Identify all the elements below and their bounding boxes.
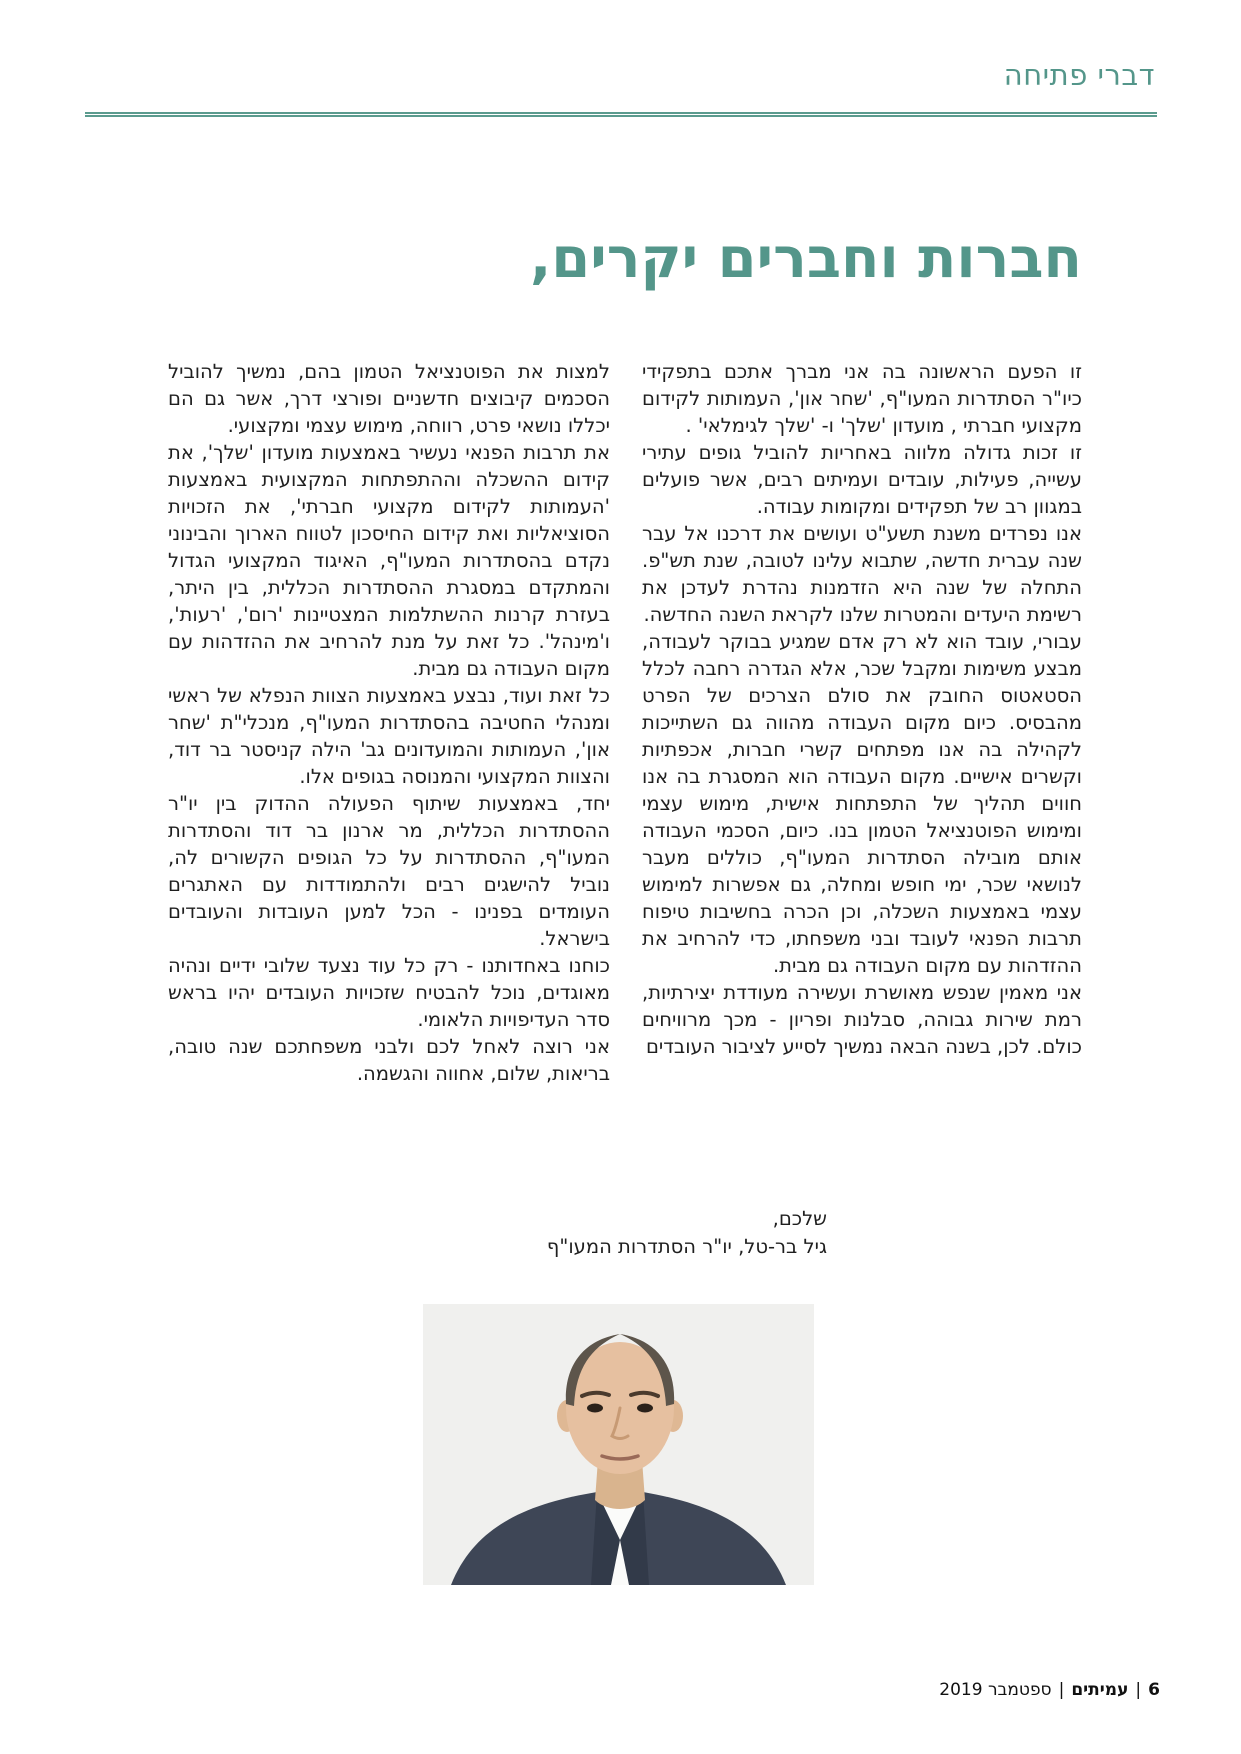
- page-section-title: דברי פתיחה: [1003, 58, 1155, 92]
- paragraph: אני מאמין שנפש מאושרת ועשירה מעודדת יצירתיות, רמת שירות גבוהה, סבלנות ופריון - מכך מרוויחים כולם. לכן, בשנה הבאה נמשיך לסייע לציבור העובדים: [642, 981, 1082, 1058]
- article-column-right: [642, 358, 1082, 1087]
- page-number: 6: [1148, 1680, 1160, 1700]
- footer-separator: |: [1058, 1680, 1065, 1700]
- paragraph: את תרבות הפנאי נעשיר באמצעות מועדון 'שלך', את קידום ההשכלה וההתפתחות המקצועית באמצעות 'העמותות לקידום מקצועי חברתי', את הזכויות הסוציאליות ואת קידום החיסכון לטווח הארוך והבינוני נקדם בהסתדרות המעו"ף, האיגוד המקצועי הגדול והמתקדם במסגרת ההסתדרות הכללית, בין היתר, בעזרת קרנות ההשתלמות המצטיינות 'רום', 'רעות', ו'מינהל'. כל זאת על מנת להרחיב את ההזדהות עם מקום העבודה גם מבית.: [168, 441, 610, 680]
- article-body: [168, 358, 1082, 1087]
- paragraph: עבורי, עובד הוא לא רק אדם שמגיע בבוקר לעבודה, מבצע משימות ומקבל שכר, אלא הגדרה רחבה לכלל הסטאטוס החובק את סולם הצרכים של הפרט מהבסיס. כיום מקום העבודה מהווה גם השתייכות לקהילה בה אנו מפתחים קשרי חברות, אכפתיות וקשרים אישיים. מקום העבודה הוא המסגרת בה אנו חווים תהליך של התפתחות אישית, מימוש עצמי ומימוש הפוטנציאל הטמון בנו. כיום, הסכמי העבודה אותם מובילה הסתדרות המעו"ף, כוללים מעבר לנושאי שכר, ימי חופש ומחלה, גם אפשרות למימוש עצמי באמצעות השכלה, וכן הכרה בחשיבות טיפוח תרבות הפנאי לעובד ובני משפחתו, כדי להרחיב את ההזדהות עם מקום העבודה גם מבית.: [642, 630, 1082, 977]
- paragraph: אני רוצה לאחל לכם ולבני משפחתכם שנה טובה, בריאות, שלום, אחווה והגשמה.: [168, 1035, 610, 1085]
- issue-date: ספטמבר 2019: [939, 1680, 1052, 1700]
- page-footer: [939, 1680, 1160, 1700]
- paragraph: למצות את הפוטנציאל הטמון בהם, נמשיך להוביל הסכמים קיבוצים חדשניים ופורצי דרך, אשר גם הם יכללו נושאי פרט, רווחה, מימוש עצמי ומקצועי.: [168, 360, 610, 437]
- paragraph: כוחנו באחדותנו - רק כל עוד נצעד שלובי ידיים ונהיה מאוגדים, נוכל להבטיח שזכויות העובדים יהיו בראש סדר העדיפויות הלאומי.: [168, 954, 610, 1031]
- portrait-photo: [423, 1304, 814, 1585]
- paragraph: כל זאת ועוד, נבצע באמצעות הצוות הנפלא של ראשי ומנהלי החטיבה בהסתדרות המעו"ף, מנכלי"ת 'שחר און', העמותות והמועדונים גב' הילה קניסטר בר דוד, והצוות המקצועי והמנוסה בגופים אלו.: [168, 684, 610, 788]
- signature-block: [547, 1205, 827, 1261]
- paragraph: זו הפעם הראשונה בה אני מברך אתכם בתפקידי כיו"ר הסתדרות המעו"ף, 'שחר און', העמותות לקידום מקצועי חברתי , מועדון 'שלך' ו- 'שלך לגימלאי' .: [642, 360, 1082, 437]
- paragraph: זו זכות גדולה מלווה באחריות להוביל גופים עתירי עשייה, פעילות, עובדים ועמיתים רבים, אשר פועלים במגוון רב של תפקידים ומקומות עבודה.: [642, 441, 1082, 518]
- magazine-title: עמיתים: [1071, 1680, 1129, 1700]
- article-title: חברות וחברים יקרים,: [529, 225, 1082, 291]
- footer-separator: |: [1135, 1680, 1142, 1700]
- paragraph: אנו נפרדים משנת תשע"ט ועושים את דרכנו אל עבר שנה עברית חדשה, שתבוא עלינו לטובה, שנת תש"פ. התחלה של שנה היא הזדמנות נהדרת לעדכן את רשימת היעדים והמטרות שלנו לקראת השנה החדשה.: [642, 522, 1082, 626]
- signature-name-title: גיל בר-טל, יו"ר הסתדרות המעו"ף: [546, 1235, 827, 1258]
- signature-closing: שלכם,: [772, 1207, 827, 1230]
- portrait-photo-image: [423, 1304, 814, 1585]
- article-column-left: [168, 358, 610, 1087]
- paragraph: יחד, באמצעות שיתוף הפעולה ההדוק בין יו"ר ההסתדרות הכללית, מר ארנון בר דוד והסתדרות המעו"ף, ההסתדרות על כל הגופים הקשורים לה, נוביל להישגים רבים ולהתמודדות עם האתגרים העומדים בפנינו - הכל למען העובדות והעובדים בישראל.: [168, 792, 610, 950]
- header-double-rule: [85, 112, 1157, 117]
